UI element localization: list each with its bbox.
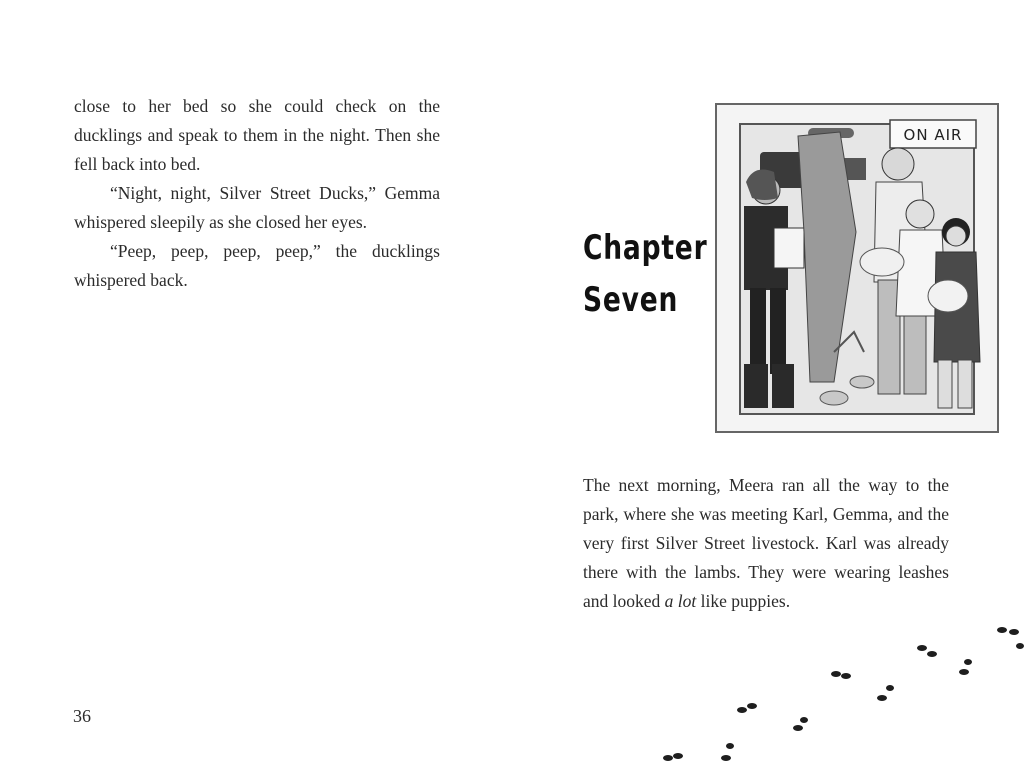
page-number: 36 [73, 706, 91, 726]
chapter-title [583, 222, 707, 326]
emphasis-a-lot: a lot [664, 591, 697, 611]
right-page-text [583, 471, 949, 616]
right-page [512, 0, 1024, 775]
duck-footprints-decoration [632, 610, 1024, 775]
paragraph-next-morning: The next morning, Meera ran all the way to the park, where she was meeting Karl, Gemma, and the very first Silver Street livestock. Karl was already there with the lambs. They were wearing leashes and looked a lot like puppies. [583, 475, 949, 611]
on-air-label: ON AIR [903, 126, 963, 144]
paragraph-continued: close to her bed so she could check on the ducklings and speak to them in the night. Then she fell back into bed. [74, 96, 440, 174]
left-page-text [74, 92, 440, 295]
chapter-illustration [714, 102, 1000, 434]
paragraph-goodnight: “Night, night, Silver Street Ducks,” Gemma whispered sleepily as she closed her eyes. [74, 183, 440, 232]
chapter-title-line-1: Chapter [583, 228, 708, 268]
on-air-sign [890, 120, 976, 148]
chapter-title-line-2: Seven [583, 280, 679, 320]
lamb-figure [860, 248, 904, 276]
paragraph-peep: “Peep, peep, peep, peep,” the ducklings whispered back. [74, 241, 440, 290]
